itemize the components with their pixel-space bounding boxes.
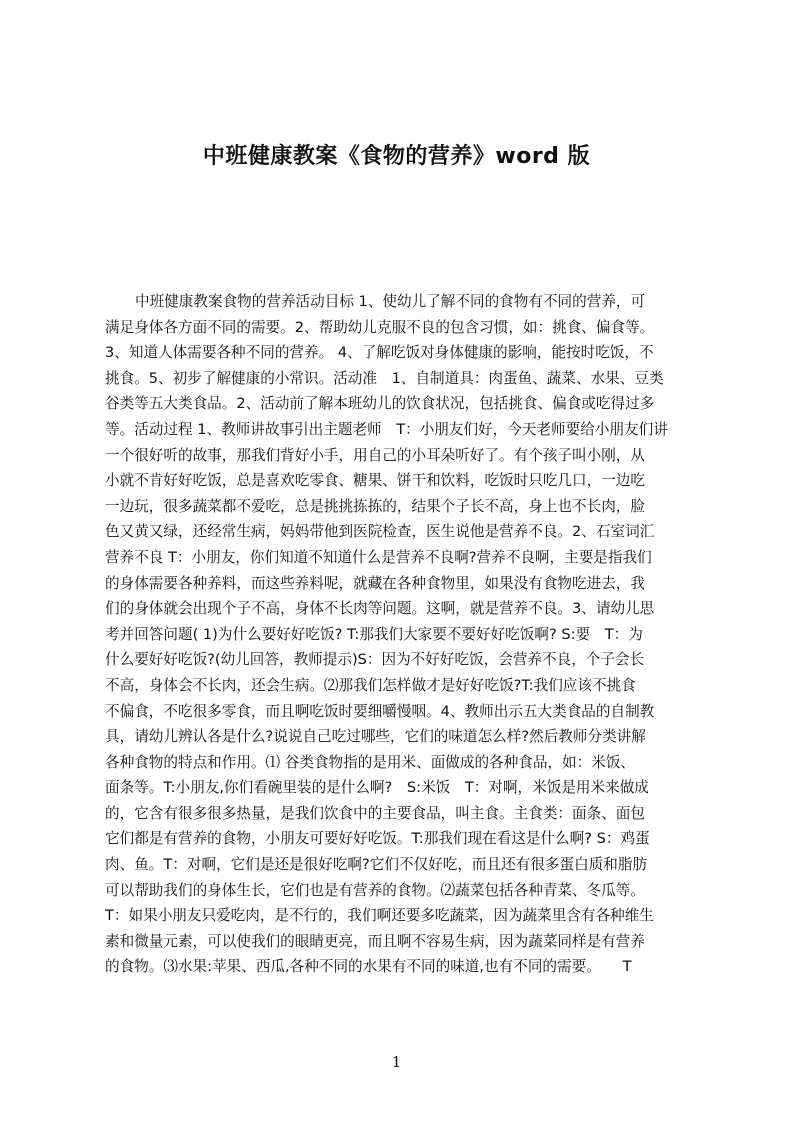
body-line: 等。活动过程 1、教师讲故事引出主题老师 T：小朋友们好，今天老师要给小朋友们讲 [105,420,668,438]
document-body [105,289,697,1011]
body-line: 具，请幼儿辨认各是什么?说说自己吃过哪些，它们的味道怎么样?然后教师分类讲解 [105,728,646,746]
body-line: 什么要好好吃饭?(幼儿回答，教师提示)S：因为不好好吃饭，会营养不良，个子会长 [105,651,645,669]
body-line: 一边玩，很多蔬菜都不爱吃，总是挑挑拣拣的，结果个子长不高，身上也不长肉，脸 [105,497,645,515]
body-line: 不偏食，不吃很多零食，而且啊吃饭时要细嚼慢咽。4、教师出示五大类食品的自制教 [105,702,655,720]
body-line: 3、知道人体需要各种不同的营养。 4、了解吃饭对身体健康的影响，能按时吃饭，不 [105,344,654,362]
body-line: 肉、鱼。T：对啊，它们是还是很好吃啊?它们不仅好吃，而且还有很多蛋白质和脂肪 [105,856,648,874]
body-line: 中班健康教案食物的营养活动目标 1、使幼儿了解不同的食物有不同的营养，可 [135,293,646,310]
body-line: 的食物。⑶水果:苹果、西瓜,各种不同的水果有不同的味道,也有不同的需要。 T [105,958,632,976]
body-line: T：如果小朋友只爱吃肉，是不行的，我们啊还要多吃蔬菜，因为蔬菜里含有各种维生 [105,907,654,925]
body-line: 的身体需要各种养料，而这些养料呢，就藏在各种食物里，如果没有食物吃进去，我 [105,574,645,592]
body-line: 的，它含有很多很多热量，是我们饮食中的主要食品，叫主食。主食类：面条、面包 [105,804,645,822]
body-line: 们的身体就会出现个子不高，身体不长肉等问题。这啊，就是营养不良。3、请幼儿思 [105,600,655,618]
body-line: 谷类等五大类食品。2、活动前了解本班幼儿的饮食状况，包括挑食、偏食或吃得过多 [105,395,655,413]
body-line: 素和微量元素，可以使我们的眼睛更亮，而且啊不容易生病，因为蔬菜同样是有营养 [105,932,645,950]
document-title: 中班健康教案《食物的营养》word 版 [202,144,591,169]
body-line: 不高，身体会不长肉，还会生病。⑵那我们怎样做才是好好吃饭?T:我们应该不挑食 [105,676,636,694]
page-number: 1 [391,1053,402,1071]
body-line: 面条等。T:小朋友,你们看碗里装的是什么啊? S:米饭 T：对啊，米饭是用米来做成 [105,779,649,797]
body-line: 一个很好听的故事，那我们背好小手，用自己的小耳朵听好了。有个孩子叫小刚，从 [105,446,645,464]
body-line: 色又黄又绿，还经常生病，妈妈带他到医院检查，医生说他是营养不良。2、石室词汇 [105,523,655,541]
body-line: 小就不肯好好吃饭，总是喜欢吃零食、糖果、饼干和饮料，吃饭时只吃几口，一边吃 [105,472,645,490]
body-line: 营养不良 T：小朋友，你们知道不知道什么是营养不良啊?营养不良啊，主要是指我们 [105,548,652,566]
body-line: 可以帮助我们的身体生长，它们也是有营养的食物。⑵蔬菜包括各种青菜、冬瓜等。 [105,881,645,899]
body-line: 满足身体各方面不同的需要。2、帮助幼儿克服不良的包含习惯，如：挑食、偏食等。 [105,318,655,336]
body-line: 各种食物的特点和作用。⑴ 谷类食物指的是用米、面做成的各种食品，如：米饭、 [105,753,636,771]
body-line: 挑食。5、初步了解健康的小常识。活动准 1、自制道具：肉蛋鱼、蔬菜、水果、豆类 [105,369,664,387]
body-line: 它们都是有营养的食物，小朋友可要好好吃饭。T:那我们现在看这是什么啊? S：鸡蛋 [105,830,650,848]
body-line: 考并回答问题( 1)为什么要好好吃饭? T:那我们大家要不要好好吃饭啊? S:要 T：为 [105,625,643,643]
